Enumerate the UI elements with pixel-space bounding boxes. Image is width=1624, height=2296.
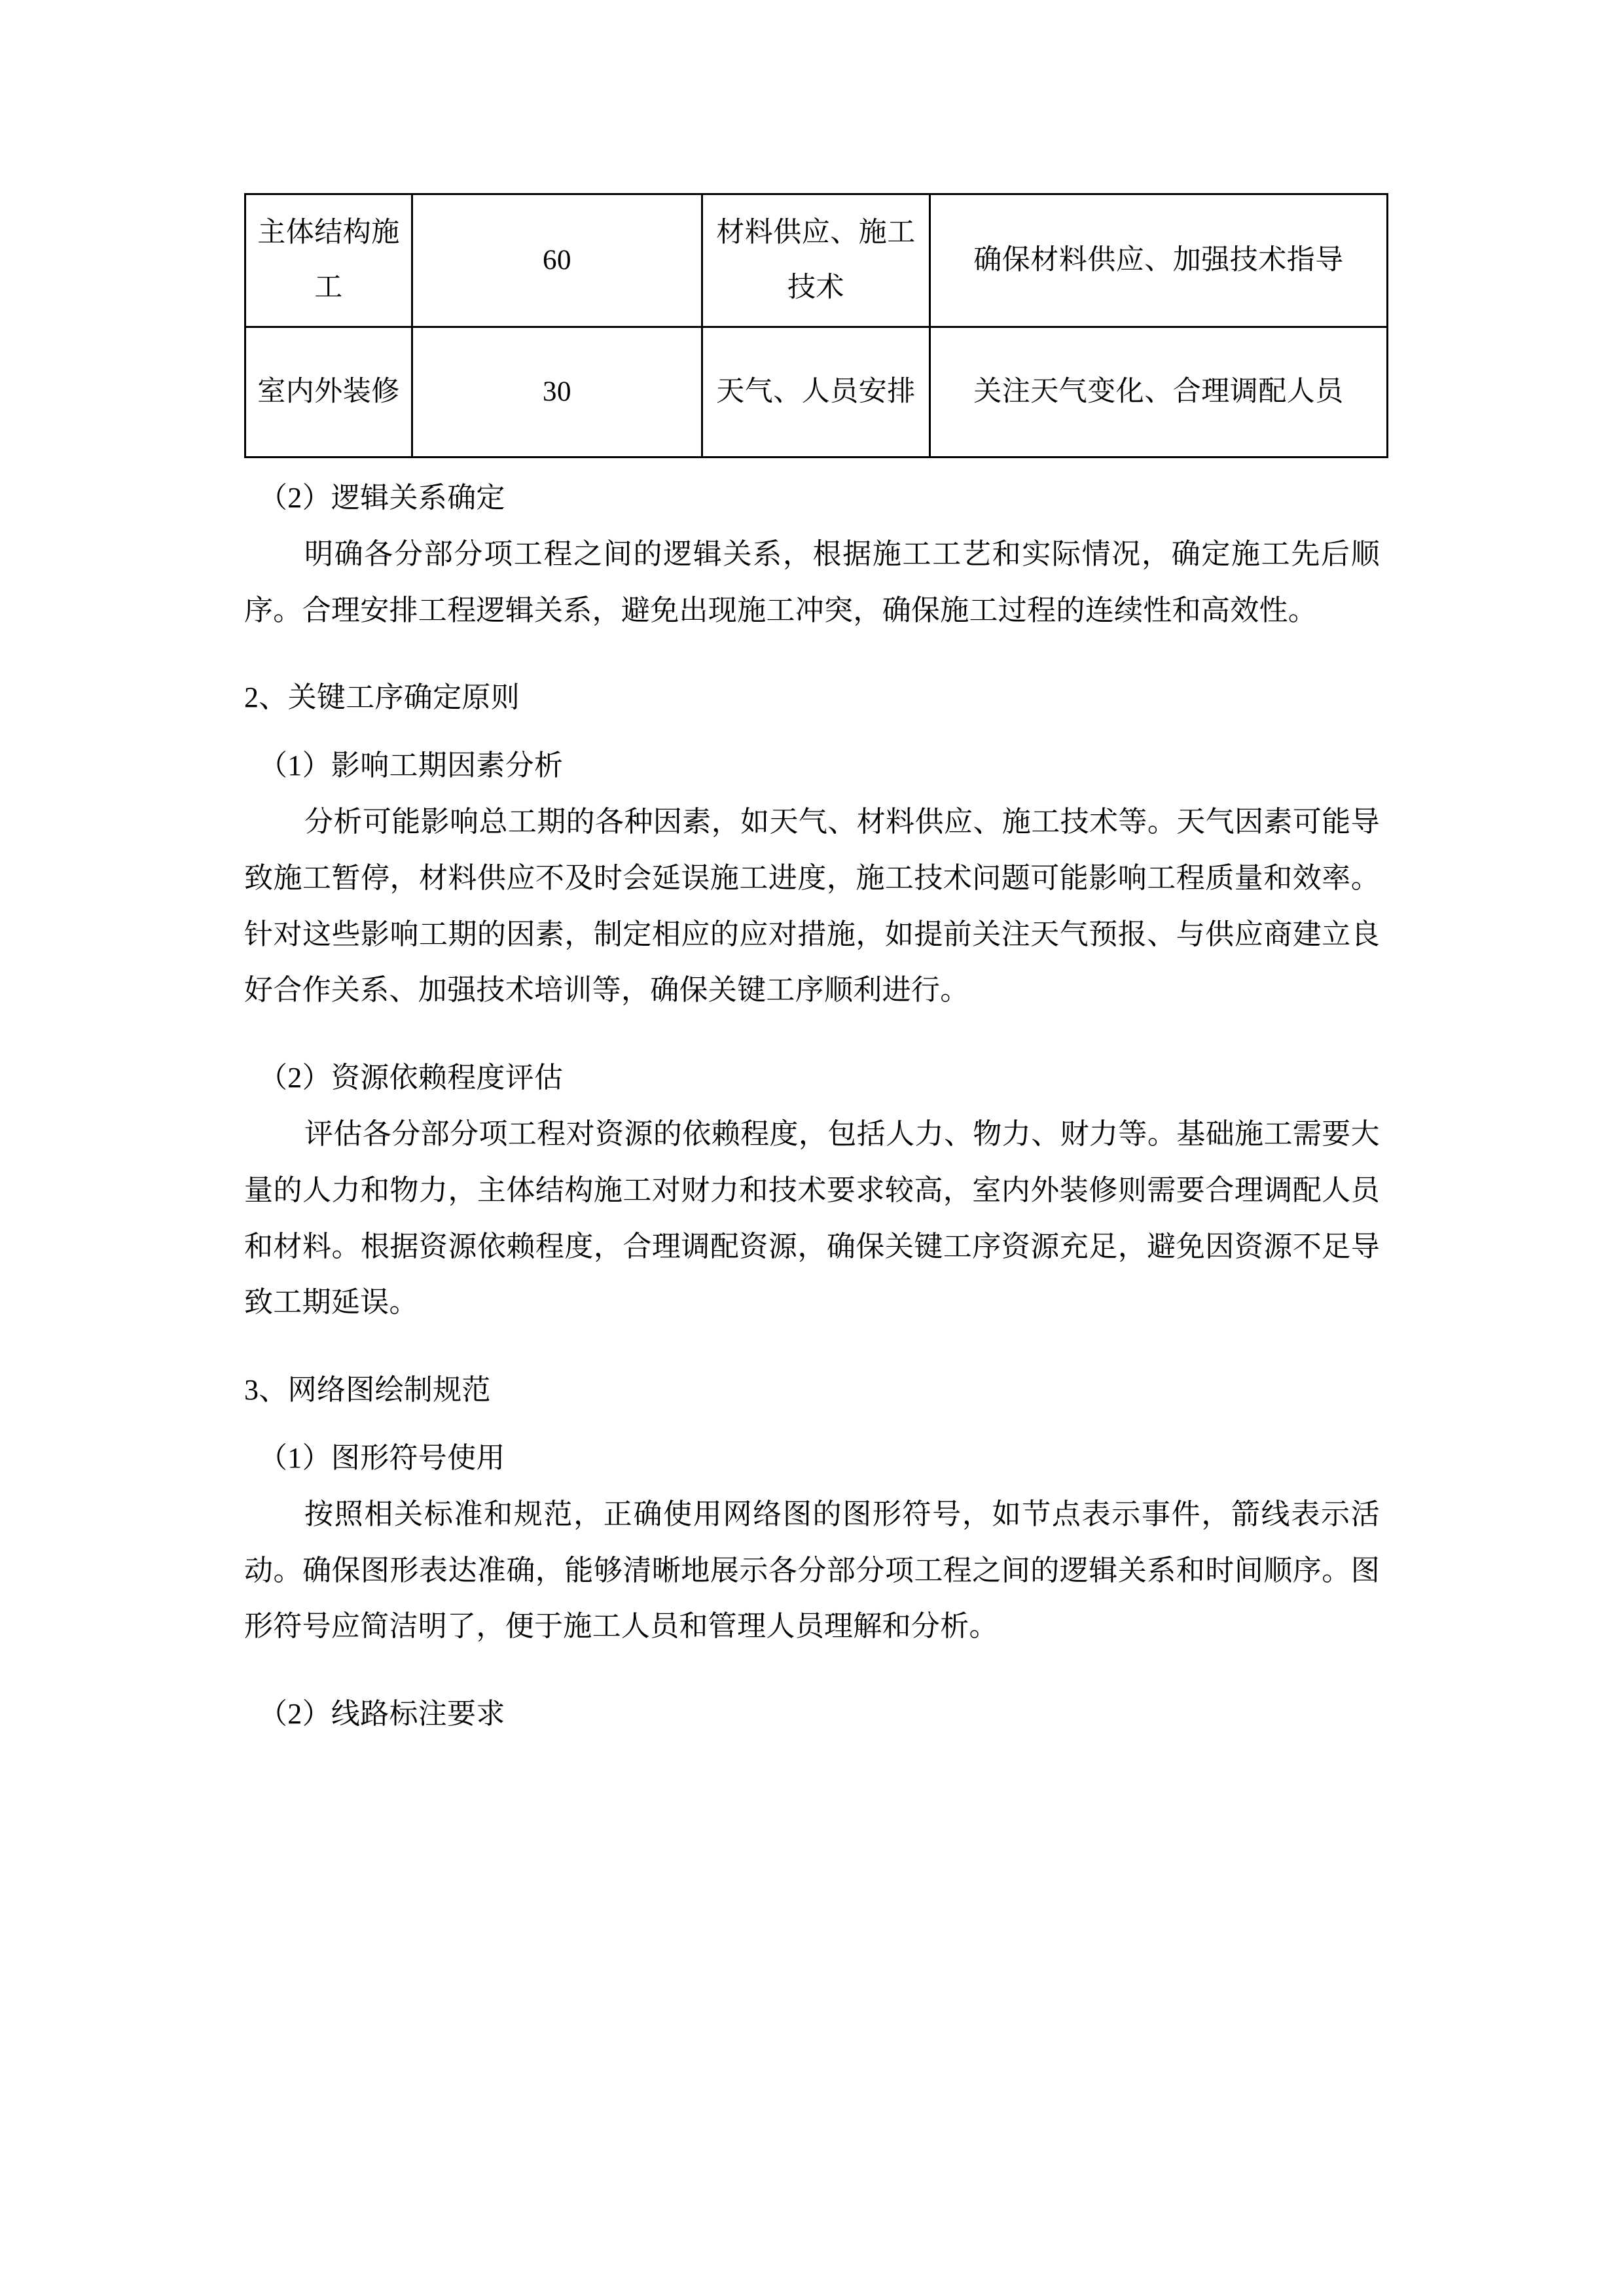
section-heading-logic-relation: （2）逻辑关系确定 <box>259 482 505 514</box>
table-cell-process-name <box>245 327 412 457</box>
cell-text: 天气、人员安排 <box>716 376 916 408</box>
schedule-table <box>244 193 1388 458</box>
cell-text: 室内外装修 <box>257 376 400 408</box>
cell-text: 材料供应、施工技术 <box>716 217 916 303</box>
section-heading-network-diagram: 3、网络图绘制规范 <box>244 1374 491 1407</box>
paragraph-logic-relation: 明确各分部分项工程之间的逻辑关系，根据施工工艺和实际情况，确定施工先后顺序。合理安排工程逻辑关系，避免出现施工冲突，确保施工过程的连续性和高效性。 <box>244 537 1380 626</box>
table-cell-measures <box>930 194 1388 327</box>
table-row <box>245 194 1388 327</box>
table-cell-factors <box>702 194 930 327</box>
cell-text: 60 <box>543 245 571 276</box>
paragraph-resource-dependency: 评估各分部分项工程对资源的依赖程度，包括人力、物力、财力等。基础施工需要大量的人力和物力，主体结构施工对财力和技术要求较高，室内外装修则需要合理调配人员和材料。根据资源依赖程度，合理调配资源，确保关键工序资源充足，避免因资源不足导致工期延误。 <box>244 1117 1380 1319</box>
paragraph-duration-factors: 分析可能影响总工期的各种因素，如天气、材料供应、施工技术等。天气因素可能导致施工暂停，材料供应不及时会延误施工进度，施工技术问题可能影响工程质量和效率。针对这些影响工期的因素，制定相应的应对措施，如提前关注天气预报、与供应商建立良好合作关系、加强技术培训等，确保关键工序顺利进行。 <box>244 805 1380 1007</box>
cell-text: 关注天气变化、合理调配人员 <box>973 376 1344 408</box>
cell-text: 确保材料供应、加强技术指导 <box>973 245 1344 276</box>
table-cell-duration <box>412 327 702 457</box>
table-cell-duration <box>412 194 702 327</box>
cell-text: 30 <box>543 376 571 408</box>
paragraph-graphic-symbols: 按照相关标准和规范，正确使用网络图的图形符号，如节点表示事件，箭线表示活动。确保图形表达准确，能够清晰地展示各分部分项工程之间的逻辑关系和时间顺序。图形符号应简洁明了，便于施工人员和管理人员理解和分析。 <box>244 1498 1380 1643</box>
section-heading-key-process: 2、关键工序确定原则 <box>244 681 520 714</box>
table-cell-measures <box>930 327 1388 457</box>
spacer <box>244 1331 1380 1350</box>
spacer <box>244 638 1380 658</box>
subsection-heading-graphic-symbols: （1）图形符号使用 <box>259 1441 505 1474</box>
page-content <box>244 193 1380 1742</box>
table-cell-factors <box>702 327 930 457</box>
subsection-heading-resource-dependency: （2）资源依赖程度评估 <box>259 1062 564 1094</box>
subsection-heading-duration-factors: （1）影响工期因素分析 <box>259 749 564 782</box>
cell-text: 主体结构施工 <box>257 217 400 303</box>
table-row <box>245 327 1388 457</box>
spacer <box>244 1655 1380 1674</box>
spacer <box>244 1018 1380 1038</box>
table-cell-process-name <box>245 194 412 327</box>
subsection-heading-route-annotation: （2）线路标注要求 <box>259 1698 505 1731</box>
